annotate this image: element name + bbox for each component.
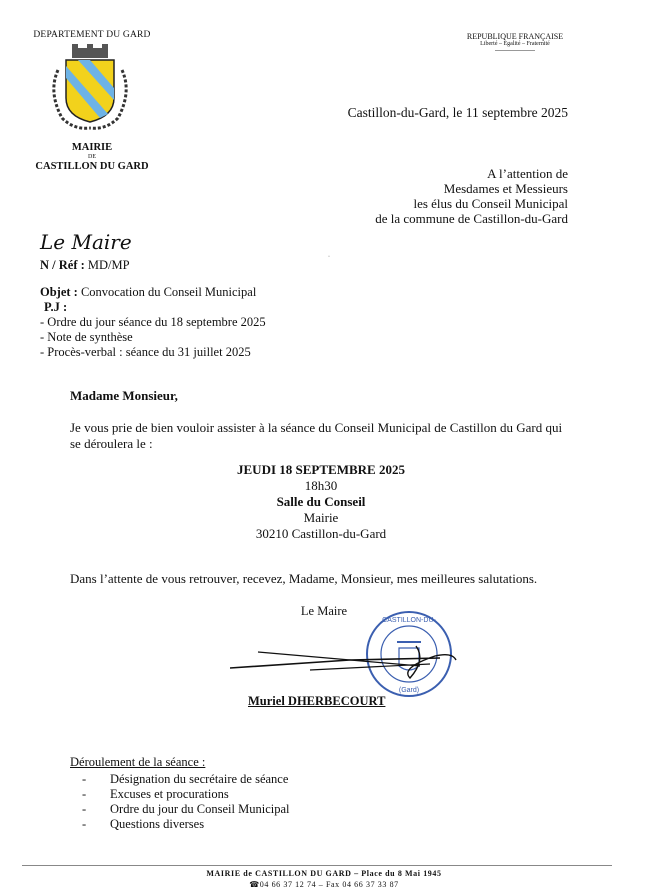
footer-address: MAIRIE de CASTILLON DU GARD – Place du 8 Mai 1945 xyxy=(206,869,442,878)
list-item: - Excuses et procurations xyxy=(82,787,229,801)
mairie-line2: DE xyxy=(88,154,96,160)
recipient-line: A l’attention de xyxy=(487,166,568,181)
coat-of-arms-logo xyxy=(44,42,136,134)
meeting-address: 30210 Castillon-du-Gard xyxy=(255,526,387,541)
date-line: Castillon-du-Gard, le 11 septembre 2025 xyxy=(347,105,568,120)
attachment-item: - Note de synthèse xyxy=(40,330,133,344)
mairie-block xyxy=(22,142,162,173)
subject-value: Convocation du Conseil Municipal xyxy=(80,285,257,299)
recipient-line: les élus du Conseil Municipal xyxy=(413,196,568,211)
attachments-list xyxy=(40,315,266,360)
recipient-line: Mesdames et Messieurs xyxy=(443,181,568,196)
signatory-title: Le Maire xyxy=(300,604,348,618)
meeting-building: Mairie xyxy=(303,510,339,525)
attachments-label: P.J : xyxy=(44,300,68,314)
salutation: Madame Monsieur, xyxy=(70,388,178,403)
sender-script: Le Maire xyxy=(40,230,132,254)
body-paragraph: Je vous prie de bien vouloir assister à la séance du Conseil Municipal de Castillon du Gard qui se déroulera le : xyxy=(70,420,563,451)
footer-divider xyxy=(22,865,612,866)
attachment-item: - Procès-verbal : séance du 31 juillet 2025 xyxy=(40,345,251,359)
reference-label: N / Réf : xyxy=(40,258,85,272)
svg-text:(Gard): (Gard) xyxy=(398,687,420,694)
republic-block xyxy=(440,32,590,51)
attachments-block xyxy=(40,300,266,360)
meeting-room: Salle du Conseil xyxy=(276,494,366,509)
agenda-item: Questions diverses xyxy=(110,817,205,831)
recipient-line: de la commune de Castillon-du-Gard xyxy=(375,211,568,226)
meeting-date: JEUDI 18 SEPTEMBRE 2025 xyxy=(237,462,405,477)
mairie-line3: CASTILLON DU GARD xyxy=(35,161,149,172)
republic-label: REPUBLIQUE FRANÇAISE xyxy=(466,32,564,41)
footer-phone: ☎04 66 37 12 74 – Fax 04 66 37 33 87 xyxy=(249,880,399,889)
recipient-block xyxy=(375,166,568,226)
republic-motto: Liberté – Egalité – Fraternité xyxy=(480,41,550,47)
agenda-title: Déroulement de la séance : xyxy=(70,755,206,769)
header-divider xyxy=(495,50,535,51)
agenda-item: Désignation du secrétaire de séance xyxy=(110,772,289,786)
list-item: - Désignation du secrétaire de séance xyxy=(82,772,289,786)
signatory-name: Muriel DHERBECOURT xyxy=(248,694,386,708)
handwritten-signature xyxy=(230,630,470,690)
footer xyxy=(0,868,648,890)
agenda-item: Ordre du jour du Conseil Municipal xyxy=(110,802,290,816)
list-item: - Questions diverses xyxy=(82,817,205,831)
mairie-line1: MAIRIE xyxy=(71,142,113,153)
attachment-item: - Ordre du jour séance du 18 septembre 2025 xyxy=(40,315,266,329)
agenda-item: Excuses et procurations xyxy=(110,787,229,801)
dot-mark: · xyxy=(328,254,330,260)
meeting-time: 18h30 xyxy=(304,478,338,493)
meeting-details xyxy=(70,462,572,542)
reference-line xyxy=(40,258,130,273)
agenda-block xyxy=(70,755,290,832)
agenda-list xyxy=(70,772,290,832)
department-label: DEPARTEMENT DU GARD xyxy=(33,30,151,40)
list-item: - Ordre du jour du Conseil Municipal xyxy=(82,802,290,816)
svg-text:CASTILLON-DU-: CASTILLON-DU- xyxy=(382,617,436,624)
subject-line xyxy=(40,285,256,300)
reference-value: MD/MP xyxy=(87,258,130,272)
subject-label: Objet : xyxy=(40,285,78,299)
closing-paragraph: Dans l’attente de vous retrouver, recevez, Madame, Monsieur, mes meilleures salutations. xyxy=(70,571,538,586)
